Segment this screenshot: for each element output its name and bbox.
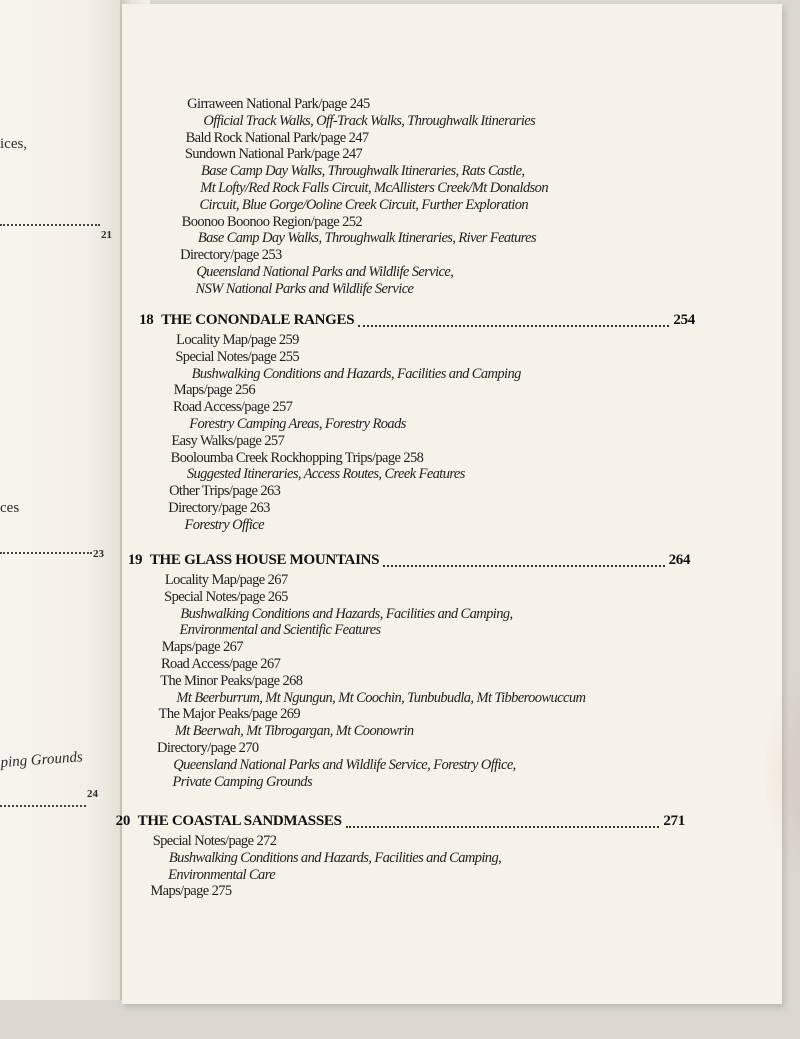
toc-entry: Directory/page 253 (180, 247, 282, 264)
section-heading-19 (128, 552, 690, 570)
toc-subentry: Queensland National Parks and Wildlife Service, Forestry Office, (173, 756, 516, 773)
leader-dots (383, 565, 664, 567)
toc-subentry: Base Camp Day Walks, Throughwalk Itineraries, Rats Castle, (201, 163, 525, 180)
section-heading-18 (139, 312, 695, 330)
section-title: THE COASTAL SANDMASSES (137, 813, 342, 829)
section-number: 19 (127, 552, 143, 568)
section-number: 18 (139, 312, 154, 328)
left-page-number: 23 (93, 548, 104, 560)
toc-subentry: Suggested Itineraries, Access Routes, Creek Features (186, 466, 465, 483)
toc-entry: Booloumba Creek Rockhopping Trips/page 258 (170, 449, 424, 466)
toc-entry: The Major Peaks/page 269 (158, 706, 301, 723)
toc-entry: Directory/page 263 (168, 500, 270, 516)
section-title: THE CONONDALE RANGES (161, 312, 355, 328)
left-page-number: 24 (87, 788, 98, 800)
left-page-number: 21 (101, 229, 112, 241)
section-page-number: 271 (663, 813, 685, 829)
toc-subentry: Queensland National Parks and Wildlife Service, (196, 264, 454, 280)
toc-subentry: Environmental and Scientific Features (179, 622, 381, 639)
toc-subentry: Official Track Walks, Off-Track Walks, Throughwalk Itineraries (203, 112, 536, 129)
toc-entry: Special Notes/page 265 (164, 588, 288, 605)
toc-entry: Locality Map/page 267 (164, 572, 288, 588)
toc-entry: Bald Rock National Park/page 247 (185, 129, 369, 146)
toc-subentry: Bushwalking Conditions and Hazards, Facilities and Camping, (168, 849, 502, 866)
toc-entry: The Minor Peaks/page 268 (160, 672, 303, 689)
toc-subentry: Mt Beerburrum, Mt Ngungun, Mt Coochin, Tunbubudla, Mt Tibberoowuccum (176, 689, 586, 706)
section-number: 20 (115, 813, 131, 829)
left-page-fragment: ces (0, 500, 20, 516)
toc-entry: Road Access/page 267 (160, 656, 281, 672)
toc-entry: Other Trips/page 263 (169, 483, 281, 500)
toc-subentry: Forestry Office (184, 516, 264, 533)
leader-dots (346, 826, 660, 828)
toc-subentry: Mt Beerwah, Mt Tibrogargan, Mt Coonowrin (174, 723, 414, 740)
toc-entry: Special Notes/page 272 (152, 833, 277, 849)
section-title: THE GLASS HOUSE MOUNTAINS (149, 552, 380, 568)
toc-subentry: Forestry Camping Areas, Forestry Roads (189, 416, 406, 432)
toc-subentry: NSW National Parks and Wildlife Service (195, 280, 414, 297)
toc-entry: Maps/page 256 (173, 382, 255, 399)
left-page-fragment: ices, (0, 136, 28, 152)
toc-entry: Maps/page 267 (161, 639, 243, 656)
toc-entry: Maps/page 275 (150, 883, 232, 900)
toc-entry: Boonoo Boonoo Region/page 252 (181, 213, 363, 230)
toc-subentry: Base Camp Day Walks, Throughwalk Itineraries, River Features (197, 230, 537, 247)
toc-subentry: Environmental Care (168, 866, 276, 883)
toc-entry: Easy Walks/page 257 (171, 432, 285, 449)
leader-dots (358, 325, 669, 327)
toc-entry: Locality Map/page 259 (176, 332, 299, 348)
toc-entry: Road Access/page 257 (172, 399, 293, 416)
section-heading-20 (116, 813, 685, 831)
toc-subentry: Bushwalking Conditions and Hazards, Facilities and Camping (191, 365, 521, 382)
toc-entry: Directory/page 270 (157, 740, 259, 756)
toc-subentry: Bushwalking Conditions and Hazards, Facilities and Camping, (180, 605, 513, 622)
toc-subentry: Circuit, Blue Gorge/Ooline Creek Circuit, Further Exploration (199, 196, 529, 213)
toc-entry: Special Notes/page 255 (175, 348, 300, 365)
toc-subentry: Private Camping Grounds (172, 773, 312, 790)
toc-entry: Girraween National Park/page 245 (187, 96, 370, 112)
section-page-number: 254 (673, 312, 695, 328)
toc-subentry: Mt Lofty/Red Rock Falls Circuit, McAllisters Creek/Mt Donaldson (200, 180, 548, 196)
toc-entry: Sundown National Park/page 247 (184, 146, 363, 163)
section-page-number: 264 (668, 552, 691, 568)
left-page-fragment: ping Grounds (0, 749, 84, 771)
